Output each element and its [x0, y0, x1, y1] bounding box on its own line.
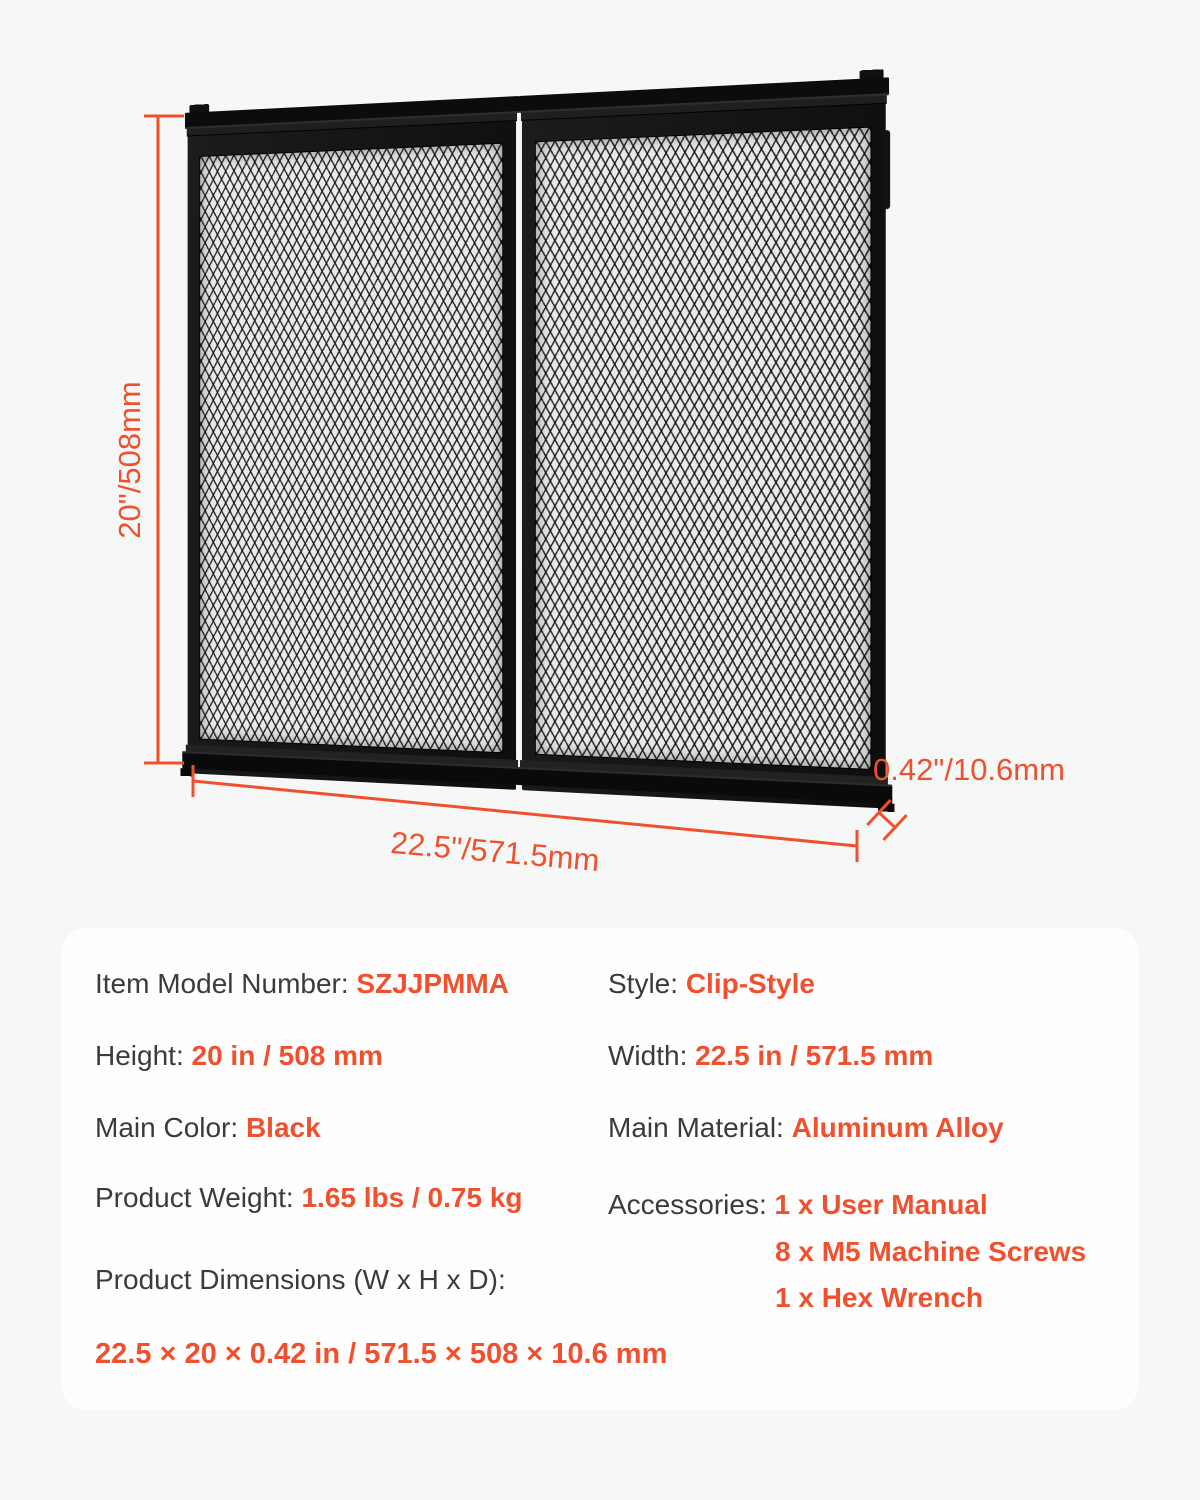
spec-row-model [95, 967, 509, 1001]
spec-label: Product Weight: [95, 1182, 302, 1213]
spec-row-accessories-3 [608, 1281, 983, 1315]
spec-label: Main Color: [95, 1112, 246, 1143]
spec-value: 1 x User Manual [774, 1189, 988, 1220]
width-dimension-label: 22.5"/571.5mm [389, 824, 601, 879]
spec-row-accessories-2 [608, 1235, 1086, 1269]
spec-row-dimensions-value [95, 1337, 667, 1371]
spec-row-style [608, 967, 815, 1001]
spec-row-dimensions-label [95, 1263, 506, 1297]
spec-row-height [95, 1039, 383, 1073]
spec-label: Product Dimensions (W x H x D): [95, 1264, 506, 1295]
spec-value: Clip-Style [685, 968, 815, 999]
mesh-grille [535, 127, 872, 770]
spec-value: Aluminum Alloy [791, 1112, 1004, 1143]
spec-row-width [608, 1039, 933, 1073]
spec-label: Main Material: [608, 1112, 792, 1143]
spec-label: Item Model Number: [95, 968, 357, 999]
spec-value: Black [245, 1112, 321, 1143]
product-image [166, 96, 872, 790]
height-dimension-label: 20"/508mm [112, 381, 147, 539]
spec-label: Accessories: [608, 1189, 775, 1220]
spec-value: 1 x Hex Wrench [775, 1282, 984, 1313]
spec-label: Width: [608, 1040, 696, 1071]
spec-value: 8 x M5 Machine Screws [775, 1236, 1087, 1267]
corner-foot [878, 803, 894, 812]
spec-value: 22.5 in / 571.5 mm [695, 1040, 934, 1071]
corner-foot [180, 768, 193, 776]
mesh-panel-right [522, 77, 886, 808]
mesh-grille [199, 143, 503, 754]
spec-label: Style: [608, 968, 686, 999]
side-mounting-clip [884, 130, 891, 209]
spec-value: 1.65 lbs / 0.75 kg [301, 1182, 523, 1213]
spec-value: SZJJPMMA [356, 968, 509, 999]
spec-row-weight [95, 1181, 523, 1215]
spec-row-accessories [608, 1188, 988, 1222]
spec-row-color [95, 1111, 321, 1145]
mesh-screen-product [188, 77, 886, 808]
spec-row-material [608, 1111, 1004, 1145]
spec-card [62, 928, 1138, 1410]
spec-value: 22.5 × 20 × 0.42 in / 571.5 × 508 × 10.6 mm [95, 1338, 668, 1370]
spec-label: Height: [95, 1040, 192, 1071]
depth-dimension-label: 0.42"/10.6mm [873, 752, 1065, 787]
spec-value: 20 in / 508 mm [191, 1040, 383, 1071]
mesh-panel-left [188, 96, 516, 790]
